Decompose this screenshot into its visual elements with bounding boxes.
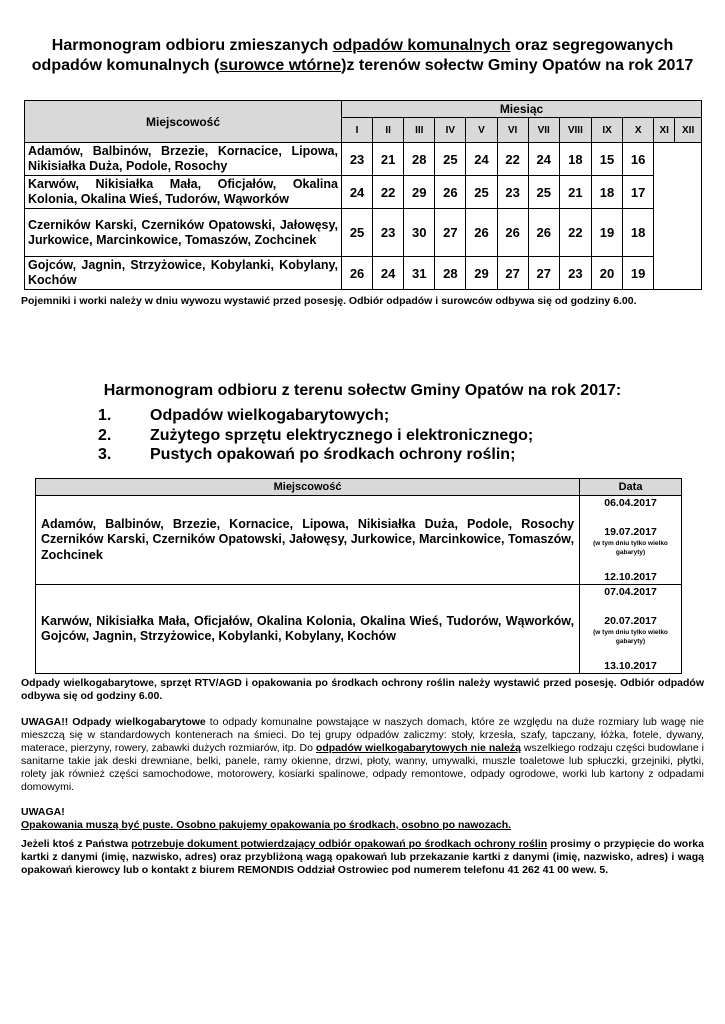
day-cell: 26 (528, 209, 559, 257)
table-row (25, 176, 702, 209)
uwaga-title: UWAGA! (21, 806, 65, 818)
place-cell: Gojców, Jagnin, Strzyżowice, Kobylanki, Kobylany, Kochów (25, 257, 342, 290)
day-cell: 21 (373, 143, 404, 176)
month-cell: X (623, 118, 654, 143)
day-cell: 28 (435, 257, 466, 290)
day-cell: 22 (559, 209, 591, 257)
day-cell: 26 (466, 209, 497, 257)
day-cell: 15 (591, 143, 622, 176)
day-cell: 21 (559, 176, 591, 209)
final-paragraph: Jeżeli ktoś z Państwa potrzebuje dokument potwierdzający odbiór opakowań po środkach ochrony roślin prosimy o przypięcie do worka kartki z danymi (imię, nazwisko, adres) oraz przybliżoną wagą opakowań lub przekazanie kartki z danymi (imię, nazwisko, adres) i wagą opakowań kierowcy lub o kontakt z biurem REMONDIS Oddział Ostrowiec pod numerem telefonu 41 262 41 00 wew. 5. (21, 838, 704, 876)
list-item: 2. Zużytego sprzętu elektrycznego i elektronicznego; (98, 426, 534, 444)
date-header: Data (580, 479, 682, 496)
date: 12.10.2017 (604, 571, 657, 583)
place-cell: Adamów, Balbinów, Brzezie, Kornacice, Lipowa, Nikisiałka Duża, Podole, Rosochy Czerników Karski, Czerników Opatowski, Jałowęsy, Jurkowice, Marcinkowice, Tomaszów, Zochcinek (36, 496, 580, 585)
day-cell: 23 (373, 209, 404, 257)
date: 07.04.2017 (604, 586, 657, 598)
page-title: Harmonogram odbioru zmieszanych odpadów komunalnych oraz segregowanych odpadów komunalnych (surowce wtórne)z terenów sołectw Gminy Opatów na rok 2017 (31, 37, 694, 74)
day-cell: 18 (559, 143, 591, 176)
day-cell: 24 (466, 143, 497, 176)
day-cell: 19 (591, 209, 622, 257)
bulk-note: Odpady wielkogabarytowe, sprzęt RTV/AGD i opakowania po środkach ochrony roślin należy wystawić przed posesję. Odbiór odpadów odbywa się od godziny 6.00. (21, 677, 704, 702)
date-note: (w tym dniu tylko wielko gabaryty) (593, 540, 668, 556)
day-cell: 24 (528, 143, 559, 176)
bulk-waste-table (35, 478, 682, 674)
schedule-table (24, 100, 702, 290)
day-cell: 18 (591, 176, 622, 209)
day-cell: 26 (435, 176, 466, 209)
month-cell: II (373, 118, 404, 143)
day-cell: 24 (373, 257, 404, 290)
list-item: 1. Odpadów wielkogabarytowych; (98, 407, 390, 424)
day-cell: 20 (591, 257, 622, 290)
month-cell: IV (435, 118, 466, 143)
day-cell: 17 (623, 176, 654, 209)
month-cell: XII (675, 118, 702, 143)
day-cell: 28 (404, 143, 435, 176)
table-row (25, 257, 702, 290)
table-row (36, 496, 682, 585)
day-cell: 23 (342, 143, 373, 176)
month-cell: VII (528, 118, 559, 143)
place-cell: Czerników Karski, Czerników Opatowski, Jałowęsy, Jurkowice, Marcinkowice, Tomaszów, Zochcinek (25, 209, 342, 257)
uwaga-line: Opakowania muszą być puste. Osobno pakujemy opakowania po środkach, osobno po nawozach. (21, 819, 512, 831)
date: 20.07.2017 (604, 615, 657, 627)
month-cell: III (404, 118, 435, 143)
place-cell: Karwów, Nikisiałka Mała, Oficjałów, Okalina Kolonia, Okalina Wieś, Tudorów, Wąworków, Gojców, Jagnin, Strzyżowice, Kobylanki, Kobylany, Kochów (36, 585, 580, 674)
place-header: Miejscowość (25, 101, 342, 143)
month-header: Miesiąc (342, 101, 702, 118)
waste-type-list (98, 406, 533, 465)
place-header: Miejscowość (36, 479, 580, 496)
day-cell: 29 (404, 176, 435, 209)
table-row (36, 585, 682, 674)
day-cell: 25 (528, 176, 559, 209)
day-cell: 25 (435, 143, 466, 176)
day-cell: 18 (623, 209, 654, 257)
uwaga-paragraph: UWAGA!! Odpady wielkogabarytowe to odpady komunalne powstające w naszych domach, które ze względu na duże rozmiary lub wagę nie mieszczą się w standardowych kontenerach na śmieci. Do tej grupy odpadów zaliczmy: stoły, krzesła, szafy, tapczany, łóżka, fotele, dywany, materace, pierzyny, rowery, zabawki dużych rozmiarów, itp. Do odpadów wielkogabarytowych nie należą wszelkiego rodzaju części budowlane i sanitarne takie jak deski drewniane, belki, panele, ramy okienne, drzwi, płoty, wanny, umywalki, muszle toaletowe lub spłuczki, grzejniki, płytki, rolety jak również części samochodowe, motorowery, kosiarki spalinowe, odpady remontowe, odpady ogrodowe, worki lub kartony z odpadami domowymi. (21, 716, 705, 793)
table-row (25, 209, 702, 257)
day-cell: 22 (497, 143, 528, 176)
day-cell: 29 (466, 257, 497, 290)
day-cell: 27 (435, 209, 466, 257)
date-cell (580, 585, 682, 674)
month-cell: IX (591, 118, 622, 143)
date-note: (w tym dniu tylko wielko gabaryty) (593, 629, 668, 645)
day-cell: 23 (497, 176, 528, 209)
day-cell: 26 (342, 257, 373, 290)
place-cell: Adamów, Balbinów, Brzezie, Kornacice, Lipowa, Nikisiałka Duża, Podole, Rosochy (25, 143, 342, 176)
date: 06.04.2017 (604, 497, 657, 509)
month-cell: XI (654, 118, 675, 143)
day-cell: 27 (497, 257, 528, 290)
day-cell: 24 (342, 176, 373, 209)
day-cell: 16 (623, 143, 654, 176)
day-cell: 22 (373, 176, 404, 209)
month-cell: VIII (559, 118, 591, 143)
day-cell: 30 (404, 209, 435, 257)
date: 19.07.2017 (604, 526, 657, 538)
section-title: Harmonogram odbioru z terenu sołectw Gminy Opatów na rok 2017: (103, 382, 622, 399)
table-row (25, 143, 702, 176)
day-cell: 31 (404, 257, 435, 290)
day-cell: 25 (342, 209, 373, 257)
day-cell: 25 (466, 176, 497, 209)
month-cell: I (342, 118, 373, 143)
month-cell: VI (497, 118, 528, 143)
date: 13.10.2017 (604, 660, 657, 672)
day-cell: 23 (559, 257, 591, 290)
place-cell: Karwów, Nikisiałka Mała, Oficjałów, Okalina Kolonia, Okalina Wieś, Tudorów, Wąworków (25, 176, 342, 209)
day-cell: 26 (497, 209, 528, 257)
day-cell: 19 (623, 257, 654, 290)
empty-cell (654, 143, 702, 290)
date-cell (580, 496, 682, 585)
schedule-note: Pojemniki i worki należy w dniu wywozu wystawić przed posesję. Odbiór odpadów i surowców odbywa się od godziny 6.00. (21, 295, 637, 307)
day-cell: 27 (528, 257, 559, 290)
month-cell: V (466, 118, 497, 143)
list-item: 3. Pustych opakowań po środkach ochrony roślin; (98, 446, 516, 463)
